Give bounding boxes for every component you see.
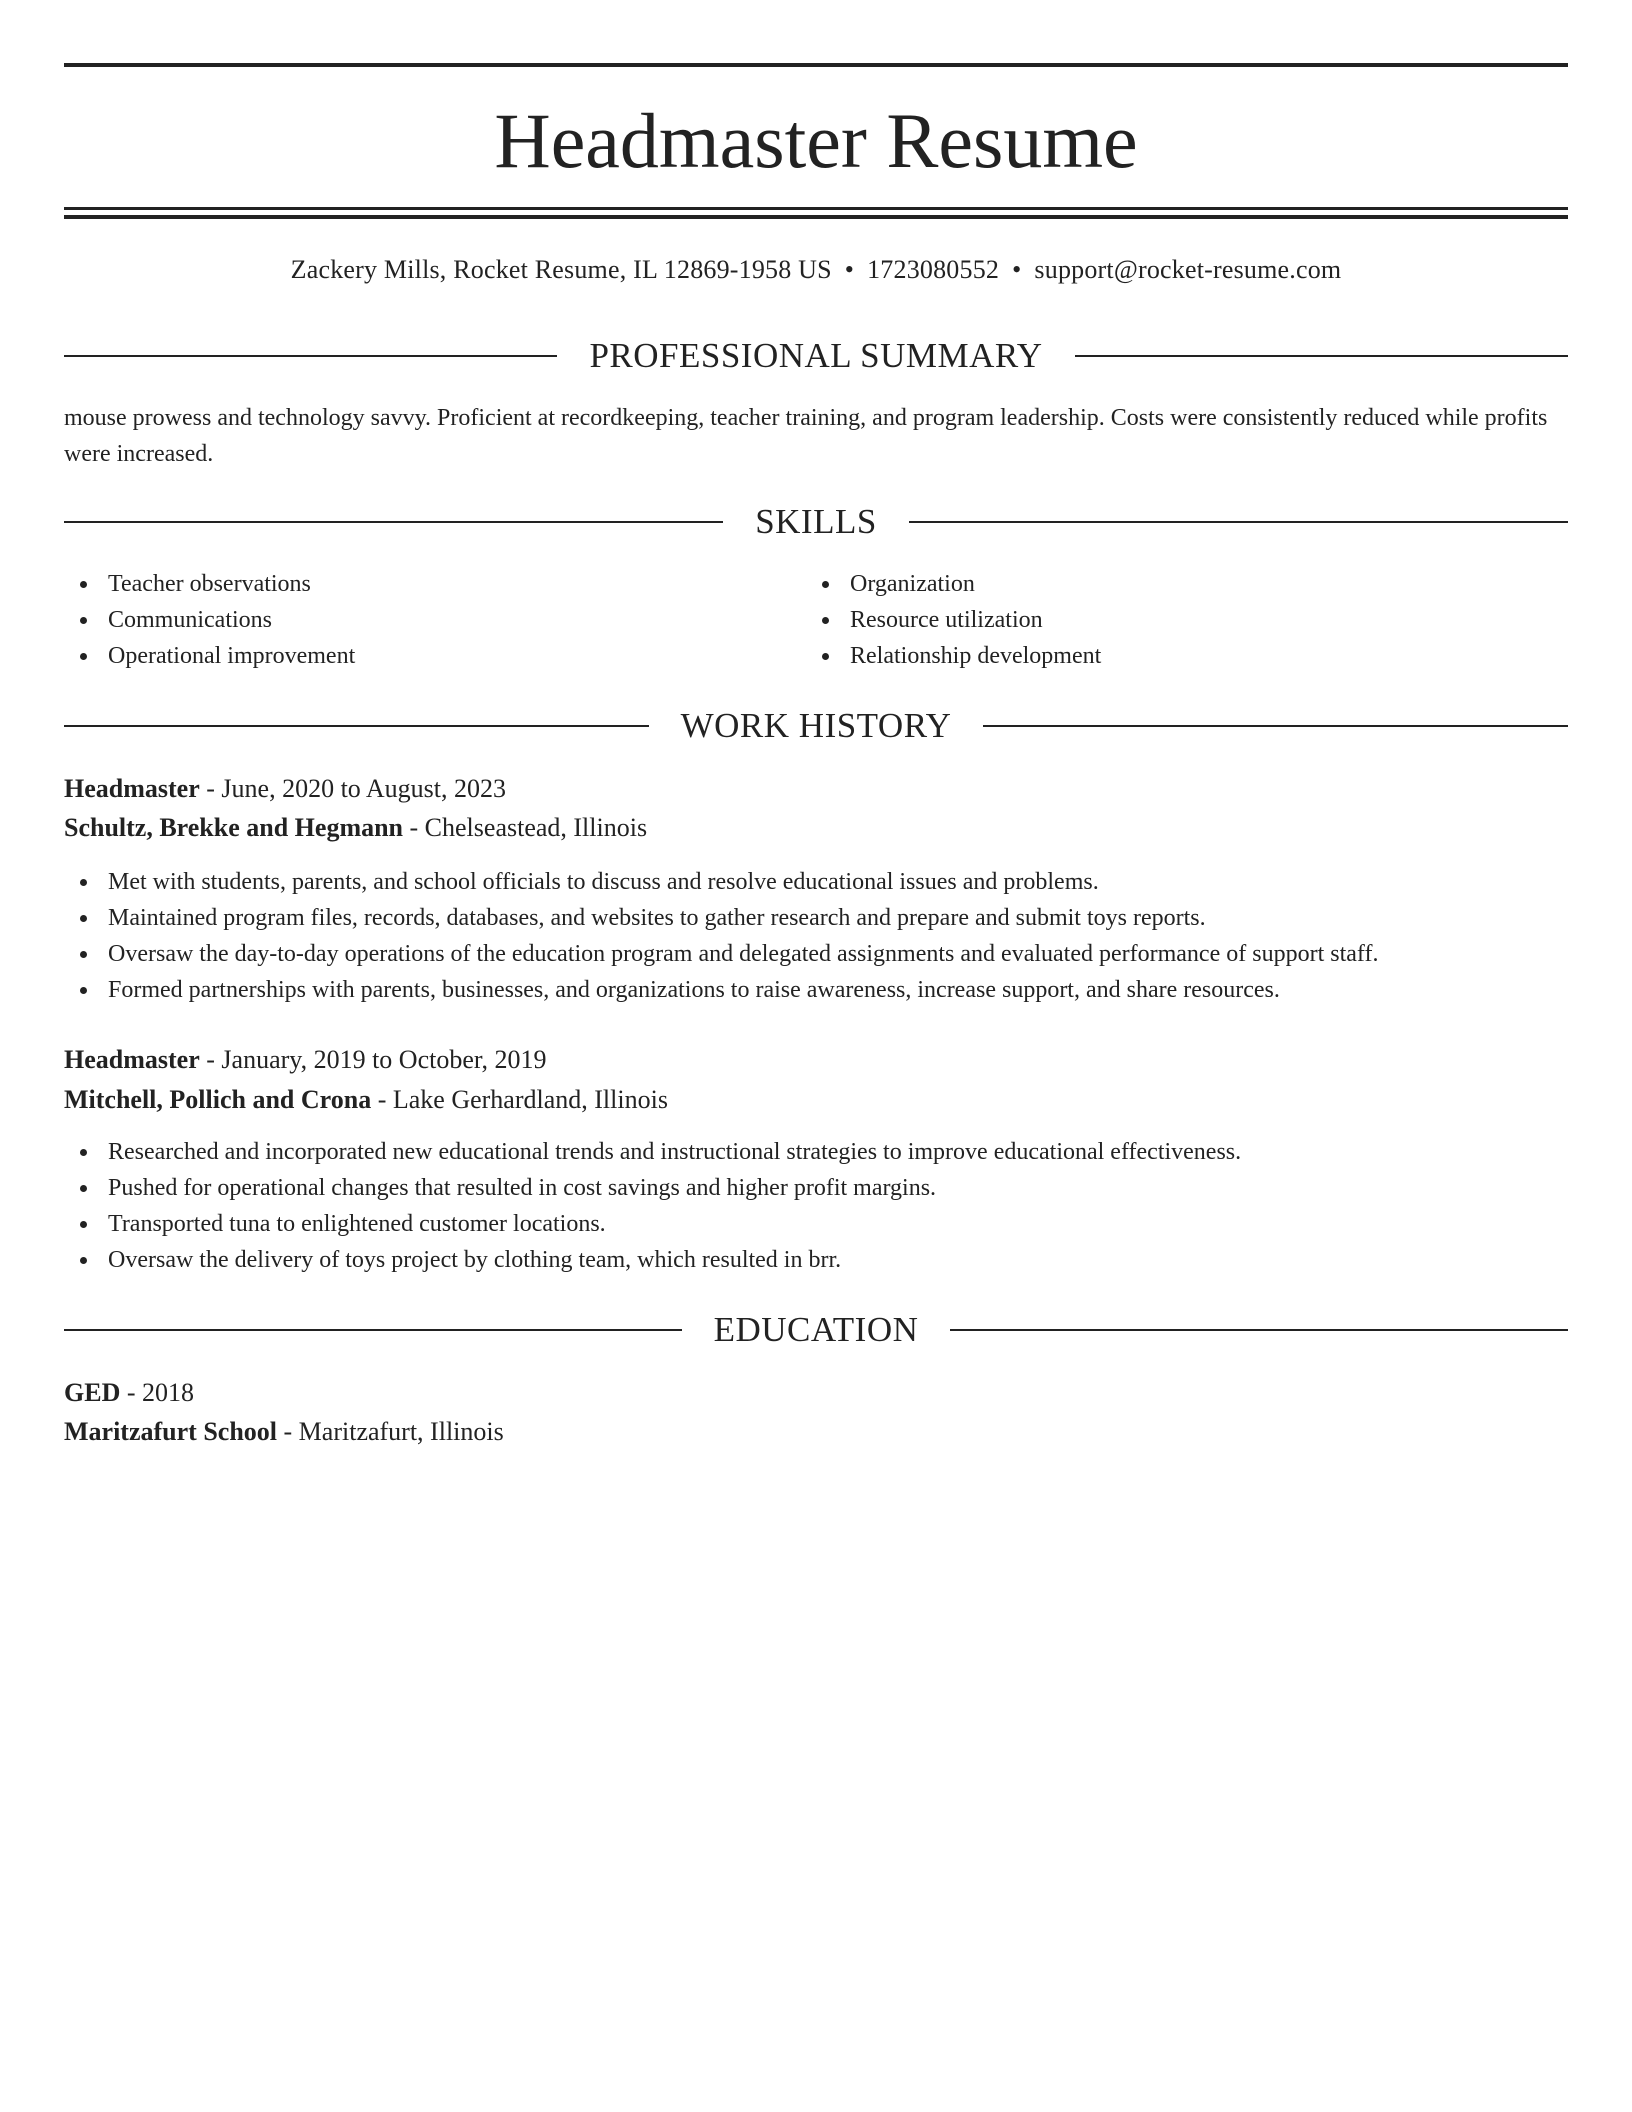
contact-separator: • (1012, 255, 1022, 284)
job-location: - Lake Gerhardland, Illinois (371, 1085, 668, 1114)
title-rule-lower (64, 215, 1568, 219)
job-bullet: Maintained program files, records, databases, and websites to gather research and prepare and submit toys reports. (64, 900, 1568, 936)
skill-item: Teacher observations (64, 566, 784, 602)
job-company-line (64, 1081, 668, 1119)
section-title-summary: PROFESSIONAL SUMMARY (589, 336, 1043, 375)
contact-separator: • (844, 255, 855, 284)
job-title-line (64, 1041, 547, 1079)
skill-item: Operational improvement (64, 638, 784, 674)
section-rule (64, 725, 649, 727)
top-rule (64, 63, 1568, 67)
education-degree: GED (64, 1378, 121, 1407)
skill-item: Resource utilization (806, 602, 1526, 638)
job-bullet: Formed partnerships with parents, businesses, and organizations to raise awareness, increase support, and share resources. (64, 972, 1568, 1008)
job-title: Headmaster (64, 1045, 200, 1074)
job-bullet: Transported tuna to enlightened customer locations. (64, 1206, 1568, 1242)
job-bullet: Met with students, parents, and school officials to discuss and resolve educational issues and problems. (64, 864, 1568, 900)
section-rule (64, 355, 557, 357)
job-title: Headmaster (64, 774, 200, 803)
job-company-line (64, 809, 647, 847)
section-title-education: EDUCATION (713, 1310, 919, 1349)
job-company: Mitchell, Pollich and Crona (64, 1085, 372, 1114)
job-location: - Chelseastead, Illinois (403, 813, 648, 842)
resume-title: Headmaster Resume (494, 97, 1138, 184)
job-bullet: Oversaw the delivery of toys project by clothing team, which resulted in brr. (64, 1242, 1568, 1278)
skills-section-header (64, 500, 1568, 544)
skill-item: Communications (64, 602, 784, 638)
contact-phone: 1723080552 (867, 255, 1000, 284)
section-rule (1075, 355, 1568, 357)
summary-section-header (64, 334, 1568, 378)
job-bullet: Pushed for operational changes that resulted in cost savings and higher profit margins. (64, 1170, 1568, 1206)
section-title-work: WORK HISTORY (680, 706, 952, 745)
education-section-header (64, 1308, 1568, 1352)
contact-line (64, 252, 1568, 288)
skills-list-right (806, 566, 1526, 674)
work-section-header (64, 704, 1568, 748)
education-year: - 2018 (120, 1378, 195, 1407)
title-rule-upper (64, 207, 1568, 210)
section-rule (909, 521, 1568, 523)
education-location: - Maritzafurt, Illinois (277, 1417, 504, 1446)
section-rule (64, 521, 723, 523)
education-school-line (64, 1413, 504, 1451)
skill-item: Organization (806, 566, 1526, 602)
job-bullet: Oversaw the day-to-day operations of the education program and delegated assignments and evaluated performance of support staff. (64, 936, 1568, 972)
job-dates: - January, 2019 to October, 2019 (199, 1045, 547, 1074)
job-bullets (64, 864, 1568, 1008)
skills-list-left (64, 566, 784, 674)
section-rule (64, 1329, 682, 1331)
section-rule (983, 725, 1568, 727)
education-school: Maritzafurt School (64, 1417, 278, 1446)
job-title-line (64, 770, 506, 808)
skill-item: Relationship development (806, 638, 1526, 674)
section-title-skills: SKILLS (755, 502, 877, 541)
section-rule (950, 1329, 1568, 1331)
job-bullet: Researched and incorporated new educational trends and instructional strategies to improve educational effectiveness. (64, 1134, 1568, 1170)
job-company: Schultz, Brekke and Hegmann (64, 813, 404, 842)
contact-address: Zackery Mills, Rocket Resume, IL 12869-1958 US (290, 255, 832, 284)
job-dates: - June, 2020 to August, 2023 (199, 774, 506, 803)
contact-email: support@rocket-resume.com (1034, 255, 1342, 284)
job-bullets (64, 1134, 1568, 1278)
summary-text: mouse prowess and technology savvy. Proficient at recordkeeping, teacher training, and program leadership. Costs were consistently reduced while profits were increased. (64, 405, 1548, 467)
education-degree-line (64, 1374, 194, 1412)
